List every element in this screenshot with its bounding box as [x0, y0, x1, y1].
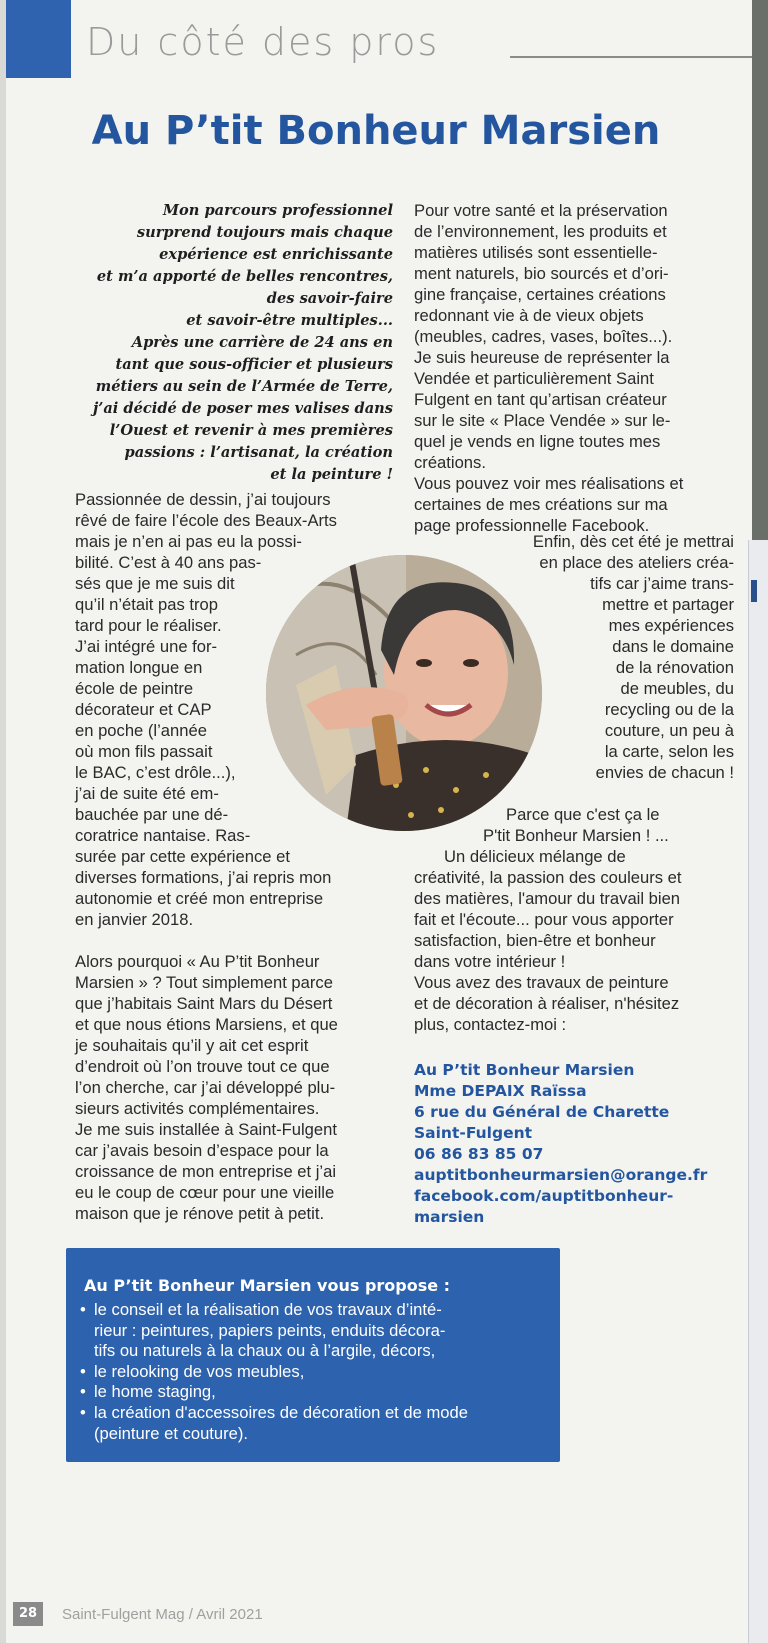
- contact-phone: 06 86 83 85 07: [414, 1145, 544, 1163]
- intro-lines-line: et savoir-être multiples...: [186, 312, 393, 329]
- right-p3-line: Vous avez des travaux de peinture: [414, 973, 669, 992]
- offer-box: [66, 1248, 560, 1462]
- offer-item-line: • le relooking de vos meubles,: [94, 1361, 305, 1381]
- right-p3-line: Un délicieux mélange de: [444, 847, 626, 866]
- left-p1-line: j’ai de suite été em-: [75, 784, 219, 803]
- left-p1-line: bilité. C’est à 40 ans pas-: [75, 553, 262, 572]
- offer-item: [80, 1300, 468, 1362]
- right-p3-line: satisfaction, bien-être et bonheur: [414, 931, 656, 950]
- right-p2-line: envies de chacun !: [595, 763, 734, 782]
- left-p2-line: d’endroit où l’on trouve tout ce que: [75, 1057, 330, 1076]
- right-p2-line: la carte, selon les: [604, 742, 734, 761]
- left-p1-line: où mon fils passait: [75, 742, 213, 761]
- portrait-photo: [266, 555, 542, 831]
- left-p1-line: bauchée par une dé-: [75, 805, 229, 824]
- left-p2-line: et que nous étions Marsiens, et que: [75, 1015, 338, 1034]
- offer-item-line: • le conseil et la réalisation de vos travaux d’inté-: [94, 1300, 442, 1319]
- left-p2-line: je souhaitais qu’il y ait cet esprit: [75, 1036, 309, 1055]
- right-p2-line: en place des ateliers créa-: [539, 553, 734, 572]
- intro-lines-line: expérience est enrichissante: [159, 246, 393, 263]
- offer-item: [80, 1382, 468, 1403]
- left-p1-line: rêvé de faire l’école des Beaux-Arts: [75, 511, 337, 530]
- left-p2-line: maison que je rénove petit à petit.: [75, 1204, 325, 1223]
- contact-facebook-2: marsien: [414, 1208, 485, 1226]
- intro-lines-line: Après une carrière de 24 ans en: [131, 334, 393, 351]
- left-p1-line: mais je n’en ai pas eu la possi-: [75, 532, 302, 551]
- right-p1-line: Vendée et particulièrement Saint: [414, 369, 654, 388]
- contact-block: [414, 1060, 707, 1228]
- offer-item-line: (peinture et couture).: [94, 1423, 249, 1443]
- intro-lines-line: des savoir-faire: [266, 290, 393, 307]
- contact-facebook-1: facebook.com/auptitbonheur-: [414, 1187, 674, 1205]
- left-p2-line: Alors pourquoi « Au P’tit Bonheur: [75, 952, 320, 971]
- left-p2-line: que j’habitais Saint Mars du Désert: [75, 994, 333, 1013]
- left-p1-line: en poche (l’année: [75, 721, 207, 740]
- left-p2-line: l’on cherche, car j’ai développé plu-: [75, 1078, 336, 1097]
- right-p1-line: Vous pouvez voir mes réalisations et: [414, 474, 684, 493]
- offer-item-line: • le home staging,: [94, 1382, 216, 1402]
- section-corner-mark: [6, 0, 71, 78]
- intro-lines-line: surprend toujours mais chaque: [136, 224, 393, 241]
- right-column-p3: [414, 804, 734, 1035]
- left-p1-line: école de peintre: [75, 679, 194, 698]
- footer-issue: Saint-Fulgent Mag / Avril 2021: [62, 1606, 263, 1623]
- intro-lines-line: et m’a apporté de belles rencontres,: [96, 268, 393, 285]
- left-p1-line: qu’il n’était pas trop: [75, 595, 218, 614]
- left-p1-line: tard pour le réaliser.: [75, 616, 222, 635]
- right-p3-line: dans votre intérieur !: [414, 952, 566, 971]
- left-p2-line: Marsien » ? Tout simplement parce: [75, 973, 333, 992]
- offer-item: [80, 1403, 468, 1444]
- left-p1-line: autonomie et créé mon entreprise: [75, 889, 324, 908]
- offer-list: [80, 1300, 468, 1444]
- right-p2-line: tifs car j’aime trans-: [590, 574, 734, 593]
- right-p3-line: P'tit Bonheur Marsien ! ...: [483, 826, 669, 845]
- intro-quote: [70, 200, 393, 486]
- left-p2-line: car j’avais besoin d’espace pour la: [75, 1141, 329, 1160]
- offer-item-line: • la création d'accessoires de décoration et de mode: [94, 1402, 468, 1422]
- right-p3-line: Parce que c'est ça le: [506, 805, 660, 824]
- right-p2-line: dans le domaine: [612, 637, 734, 656]
- left-p1-line: diverses formations, j’ai repris mon: [75, 868, 332, 887]
- left-p1-line: décorateur et CAP: [75, 700, 212, 719]
- right-p3-line: et de décoration à réaliser, n'hésitez: [414, 994, 680, 1013]
- adjacent-page-edge: [748, 540, 768, 1643]
- article-title: Au P’tit Bonheur Marsien: [91, 108, 661, 154]
- right-p1-line: quel je vends en ligne toutes mes: [414, 432, 661, 451]
- right-column-p1: [414, 200, 734, 536]
- left-p2-line: Je me suis installée à Saint-Fulgent: [75, 1120, 337, 1139]
- intro-lines-line: métiers au sein de l’Armée de Terre,: [95, 378, 393, 395]
- right-p1-line: gine française, certaines créations: [414, 285, 666, 304]
- right-p2-line: de meubles, du: [620, 679, 734, 698]
- offer-item-line: rieur : peintures, papiers peints, enduits décora-: [94, 1320, 446, 1340]
- page-edge: [0, 0, 6, 1643]
- intro-lines-line: j’ai décidé de poser mes valises dans: [92, 400, 393, 417]
- intro-lines-line: l’Ouest et revenir à mes premières: [109, 422, 393, 439]
- contact-email: auptitbonheurmarsien@orange.fr: [414, 1166, 708, 1184]
- portrait-illustration: [266, 555, 542, 831]
- intro-lines-line: Mon parcours professionnel: [162, 202, 393, 219]
- right-p1-line: (meubles, cadres, vases, boîtes...).: [414, 327, 673, 346]
- contact-name: Mme DEPAIX Raïssa: [414, 1082, 587, 1100]
- right-p2-line: mettre et partager: [602, 595, 734, 614]
- right-p3-line: fait et l'écoute... pour vous apporter: [414, 910, 674, 929]
- right-p1-line: redonnant vie à de vieux objets: [414, 306, 644, 325]
- right-p1-line: page professionnelle Facebook.: [414, 516, 650, 535]
- left-p2-line: sieurs activités complémentaires.: [75, 1099, 320, 1118]
- left-column-p2: [75, 951, 393, 1224]
- left-p1-line: mation longue en: [75, 658, 203, 677]
- right-p3-line: plus, contactez-moi :: [414, 1015, 567, 1034]
- adjacent-page-mark: [751, 580, 757, 602]
- right-p3-line: créativité, la passion des couleurs et: [414, 868, 682, 887]
- right-p2-line: de la rénovation: [615, 658, 734, 677]
- right-p1-line: créations.: [414, 453, 486, 472]
- contact-business: Au P’tit Bonheur Marsien: [414, 1061, 635, 1079]
- right-p1-line: sur le site « Place Vendée » sur le-: [414, 411, 671, 430]
- rubric-rule: [510, 56, 752, 58]
- offer-heading: Au P’tit Bonheur Marsien vous propose :: [84, 1276, 451, 1295]
- left-p1-line: le BAC, c’est drôle...),: [75, 763, 236, 782]
- contact-city: Saint-Fulgent: [414, 1124, 533, 1142]
- intro-lines-line: et la peinture !: [270, 466, 393, 483]
- offer-item: [80, 1362, 468, 1383]
- right-p3-line: des matières, l'amour du travail bien: [414, 889, 681, 908]
- right-p1-line: de l’environnement, les produits et: [414, 222, 667, 241]
- right-p2-line: mes expériences: [608, 616, 734, 635]
- left-p1-line: J’ai intégré une for-: [75, 637, 218, 656]
- left-p1-line: en janvier 2018.: [75, 910, 194, 929]
- section-rubric: Du côté des pros: [86, 20, 440, 64]
- left-p1-line: surée par cette expérience et: [75, 847, 290, 866]
- left-p2-line: eu le coup de cœur pour une vieille: [75, 1183, 335, 1202]
- page-number: 28: [13, 1602, 43, 1626]
- offer-item-line: tifs ou naturels à la chaux ou à l’argile, décors,: [94, 1341, 436, 1361]
- right-p2-line: Enfin, dès cet été je mettrai: [532, 532, 734, 551]
- right-p1-line: Fulgent en tant qu’artisan créateur: [414, 390, 667, 409]
- intro-lines-line: tant que sous-officier et plusieurs: [115, 356, 393, 373]
- right-p2-line: couture, un peu à: [604, 721, 734, 740]
- left-p1-line: Passionnée de dessin, j’ai toujours: [75, 490, 331, 509]
- left-p2-line: croissance de mon entreprise et j’ai: [75, 1162, 337, 1181]
- left-p1-line: coratrice nantaise. Ras-: [75, 826, 251, 845]
- contact-address: 6 rue du Général de Charette: [414, 1103, 670, 1121]
- right-p1-line: certaines de mes créations sur ma: [414, 495, 668, 514]
- intro-lines-line: passions : l’artisanat, la création: [124, 444, 393, 461]
- right-p1-line: Pour votre santé et la préservation: [414, 201, 668, 220]
- right-p1-line: matières utilisés sont essentielle-: [414, 243, 658, 262]
- right-p1-line: ment naturels, bio sourcés et d’ori-: [414, 264, 669, 283]
- left-p1-line: sés que je me suis dit: [75, 574, 235, 593]
- right-p2-line: recycling ou de la: [604, 700, 734, 719]
- right-p1-line: Je suis heureuse de représenter la: [414, 348, 670, 367]
